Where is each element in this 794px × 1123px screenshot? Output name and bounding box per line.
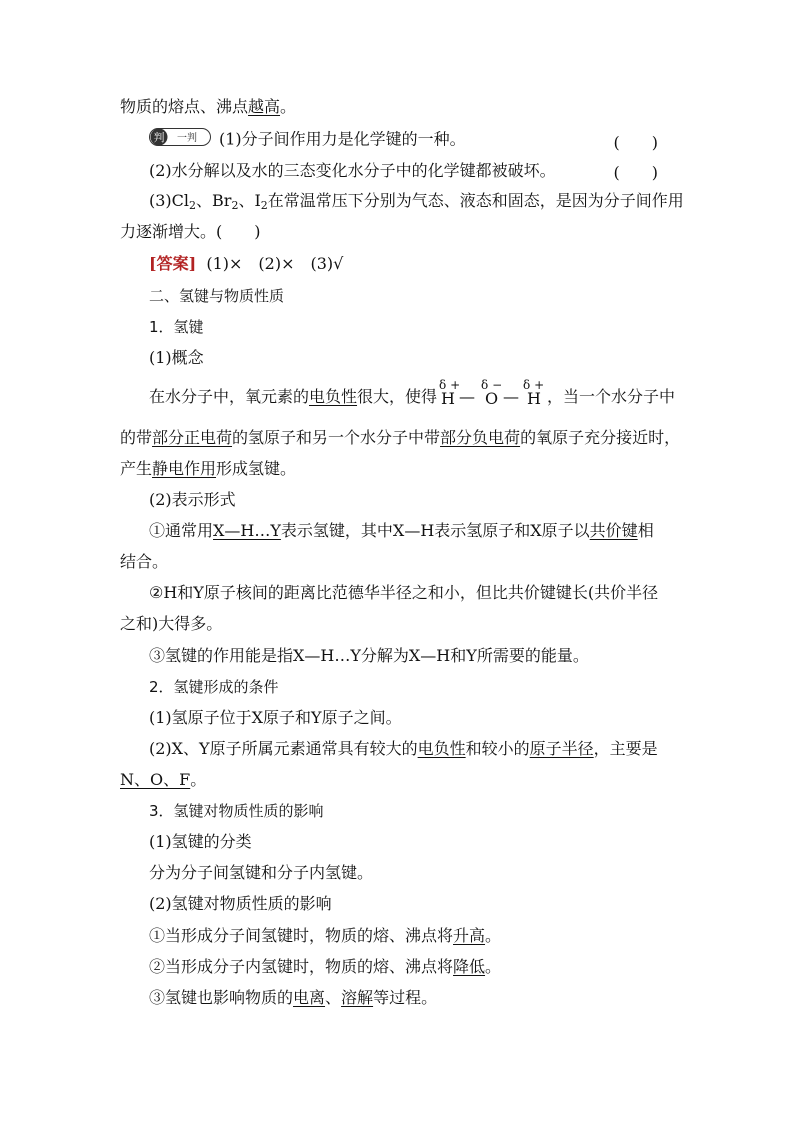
line-melting-point: [120, 96, 296, 118]
item-heading: (2)氢键对物质性质的影响: [149, 894, 332, 913]
judge-badge-icon: [149, 128, 211, 146]
text: 。: [280, 97, 297, 116]
underlined-term: 越高: [248, 97, 281, 116]
form-line-2-cont: 之和)大得多。: [120, 614, 223, 633]
answer-paren: ( ): [613, 133, 658, 152]
question-text: (1)分子间作用力是化学键的一种。: [219, 129, 466, 149]
form-line-1: ①通常用X—H…Y表示氢键，其中X—H表示氢原子和X原子以共价键相: [149, 521, 654, 540]
form-line-1-cont: 结合。: [120, 552, 169, 571]
condition-line-2-cont: N、O、F。: [120, 770, 207, 789]
subsection-heading: 1．氢键: [149, 318, 204, 336]
judge-question-3: $(3)Cl_2$、$Br_2$、$I_2$在常温常压下分别为气态、液态和固态，是因为分子间作用: [149, 191, 684, 212]
effect-line-2: ②当形成分子内氢键时，物质的熔、沸点将降低。: [149, 957, 502, 976]
svg-text:一判: 一判: [177, 133, 197, 144]
water-polarity-formula: δ + δ − δ + H — O — H: [439, 378, 545, 408]
concept-line: 在水分子中，氧元素的电负性很大，使得 δ + δ − δ + H — O — H ，当一个水分子中: [149, 378, 676, 408]
answer-line: [149, 253, 343, 275]
answer-text: (1)× (2)× (3)√: [206, 254, 344, 273]
answer-label: [答案]: [149, 254, 197, 273]
judge-question-2: [149, 160, 556, 182]
answer-paren: ( ): [613, 163, 658, 182]
concept-line-2: 的带部分正电荷的氢原子和另一个水分子中带部分负电荷的氧原子充分接近时，: [120, 428, 681, 447]
condition-line-2: (2)X、Y原子所属元素通常具有较大的电负性和较小的原子半径，主要是: [149, 739, 658, 758]
question-text: (2)水分解以及水的三态变化水分子中的化学键都被破坏。: [149, 161, 556, 180]
effect-line-3: ③氢键也影响物质的电离、溶解等过程。: [149, 988, 438, 1007]
form-line-2: ②H和Y原子核间的距离比范德华半径之和小，但比共价键键长(共价半径: [149, 583, 659, 602]
item-heading: (2)表示形式: [149, 490, 236, 509]
judge-badge: [149, 128, 211, 152]
section-heading: 二、氢键与物质性质: [149, 287, 285, 305]
condition-line-1: (1)氢原子位于X原子和Y原子之间。: [149, 708, 402, 727]
svg-text:判: 判: [153, 131, 165, 144]
item-heading: (1)概念: [149, 348, 204, 367]
concept-line-3: 产生静电作用形成氢键。: [120, 459, 297, 478]
text: 物质的熔点、沸点: [120, 97, 249, 116]
classification-line: 分为分子间氢键和分子内氢键。: [149, 863, 374, 882]
form-line-3: ③氢键的作用能是指X—H…Y分解为X—H和Y所需要的能量。: [149, 646, 589, 665]
subsection-heading: 3．氢键对物质性质的影响: [149, 802, 324, 820]
judge-question-1: [149, 128, 466, 152]
subsection-heading: 2．氢键形成的条件: [149, 678, 279, 696]
effect-line-1: ①当形成分子间氢键时，物质的熔、沸点将升高。: [149, 926, 502, 945]
underlined-term: 电负性: [309, 387, 358, 406]
item-heading: (1)氢键的分类: [149, 832, 252, 851]
judge-question-3-cont: 力逐渐增大。( ): [120, 222, 261, 241]
